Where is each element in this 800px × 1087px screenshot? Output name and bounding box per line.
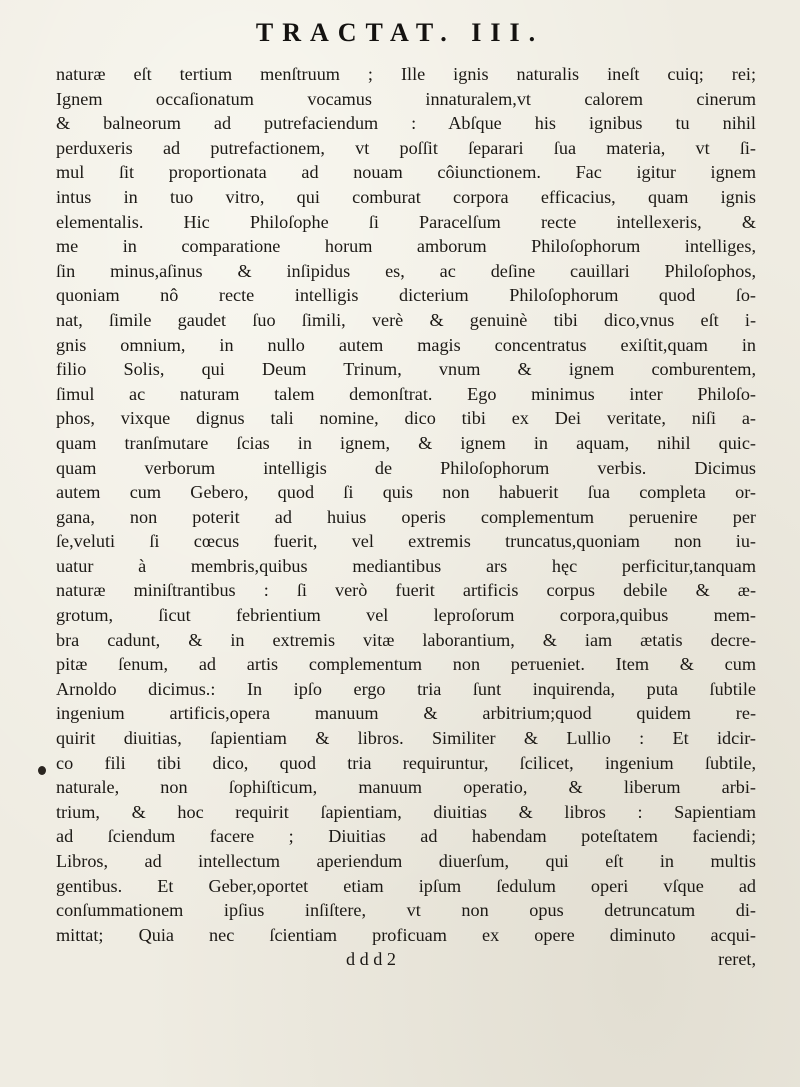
text-line: naturæ eſt tertium menſtruum ; Ille ignis naturalis ineſt cuiq; rei; [56,64,756,84]
text-line: pitæ ſenum, ad artis complementum non peтueniet. Item & cum [56,654,756,675]
text-line: quam verborum intelligis de Philoſophorum verbis. Dicimus [56,457,756,478]
text-line: grotum, ſicut febrientium vel leproſorum corpora,quibus mem- [56,605,756,626]
text-line: ſe,veluti ſi cœcus fuerit, vel extremis truncatus,quoniam non iu- [56,531,756,552]
text-line: ad ſciendum facere ; Diuitias ad habendam poteſtatem faciendi; [56,826,756,847]
text-line: ſin minus,aſinus & inſipidus es, ac deſine cauillari Philoſophos, [56,260,756,281]
text-line: Ignem occaſionatum vocamus innaturalem,vt calorem cinerum [56,88,756,109]
text-line: & balneorum ad putrefaciendum : Abſque his ignibus tu nihil [56,113,756,134]
text-line: mittat; Quia nec ſcientiam proficuam ex opere diminuto acqui- [56,924,756,945]
text-line: nat, ſimile gaudet ſuo ſimili, verè & genuinè tibi dico,vnus eſt i- [56,309,756,330]
catchword: reret, [718,949,756,970]
text-line: perduxeris ad putrefactionem, vt poſſit ſeparari ſua materia, vt ſi- [56,137,756,158]
text-line: conſummationem ipſius inſiſtere, vt non opus detruncatum di- [56,900,756,921]
text-line: co fili tibi dico, quod tria requiruntur, ſcilicet, ingenium ſubtile, [56,752,756,773]
text-line: gentibus. Et Geber,oportet etiam ipſum ſedulum operi vſque ad [56,875,756,896]
text-line: me in comparatione horum amborum Philoſophorum intelliges, [56,236,756,257]
text-line: naturale, non ſophiſticum, manuum operatio, & liberum arbi- [56,777,756,798]
text-line: autem cum Gebero, quod ſi quis non habuerit ſua completa or- [56,482,756,503]
footer-line [56,947,756,972]
text-line: elementalis. Hic Philoſophe ſi Paracelſum recte intellexeris, & [56,211,756,232]
signature-mark: d d d 2 [346,949,397,970]
text-line: intus in tuo vitro, qui comburat corpora efficacius, quam ignis [56,186,756,207]
text-line: mul ſit proportionata ad nouam côiunctionem. Fac igitur ignem [56,162,756,183]
text-line: quoniam nô recte intelligis dicterium Philoſophorum quod ſo- [56,285,756,306]
text-line: naturæ miniſtrantibus : ſi verò fuerit artificis corpus debile & æ- [56,580,756,601]
text-line: Arnoldo dicimus.: In ipſo ergo tria ſunt inquirenda, puta ſubtile [56,678,756,699]
text-line: gnis omnium, in nullo autem magis concentratus exiſtit,quam in [56,334,756,355]
text-line: uatur à membris,quibus mediantibus ars hęc perficitur,tanquam [56,555,756,576]
body-text [56,62,756,972]
margin-mark [38,766,46,775]
text-line: gana, non poterit ad huius operis complementum peruenire per [56,506,756,527]
text-line: phos, vixque dignus tali nomine, dico tibi ex Dei veritate, niſi a- [56,408,756,429]
text-line: bra cadunt, & in extremis vitæ laborantium, & iam ætatis decre- [56,629,756,650]
running-title: TRACTAT. III. [255,18,545,47]
text-line: ſimul ac naturam talem demonſtrat. Ego minimus inter Philoſo- [56,383,756,404]
text-line: Libros, ad intellectum aperiendum diuerſum, qui eſt in multis [56,851,756,871]
text-line: quirit diuitias, ſapientiam & libros. Similiter & Lullio : Et idcir- [56,728,756,749]
text-line: trium, & hoc requirit ſapientiam, diuitias & libros : Sapientiam [56,801,756,822]
text-line: quam tranſmutare ſcias in ignem, & ignem in aquam, nihil quic- [56,432,756,453]
text-line: ingenium artificis,opera manuum & arbitrium;quod quidem re- [56,703,756,724]
text-line: filio Solis, qui Deum Trinum, vnum & ignem comburentem, [56,359,756,380]
